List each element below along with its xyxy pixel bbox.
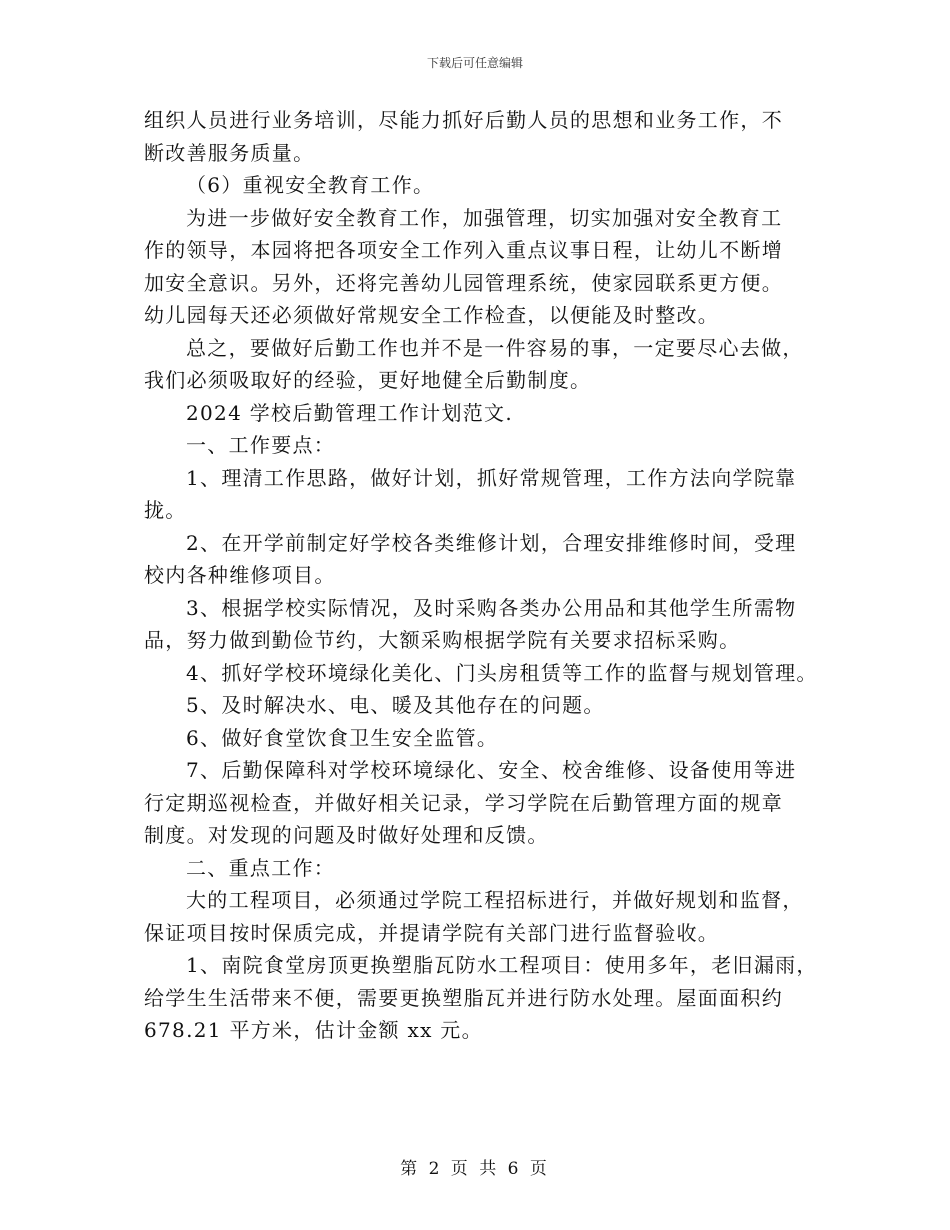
page-header: 下载后可任意编辑 (426, 56, 523, 70)
text-line: 我们必须吸取好的经验，更好地健全后勤制度。 (144, 368, 592, 392)
text-line: 总之，要做好后勤工作也并不是一件容易的事，一定要尽心去做， (186, 335, 804, 360)
text-line: 校内各种维修项目。 (144, 563, 336, 587)
text-line: 给学生生活带来不便，需要更换塑脂瓦并进行防水处理。屋面面积约 (144, 985, 783, 1010)
document-body (144, 104, 824, 1047)
text-line: 2024 学校后勤管理工作计划范文. (186, 400, 514, 425)
text-line: 4、抓好学校环境绿化美化、门头房租赁等工作的监督与规划管理。 (186, 660, 818, 685)
text-line: 一、工作要点： (186, 433, 336, 457)
text-line: 保证项目按时保质完成，并提请学院有关部门进行监督验收。 (144, 920, 720, 945)
text-line: 为进一步做好安全教育工作，加强管理，切实加强对安全教育工 (186, 205, 783, 230)
text-line: 二、重点工作： (186, 855, 336, 880)
text-line: 大的工程项目，必须通过学院工程招标进行，并做好规划和监督， (186, 888, 804, 912)
text-line: 作的领导，本园将把各项安全工作列入重点议事日程，让幼儿不断增 (144, 238, 783, 262)
text-line: 1、理清工作思路，做好计划，抓好常规管理，工作方法向学院靠 (186, 465, 797, 490)
text-line: 678.21 平方米，估计金额 xx 元。 (144, 1018, 483, 1042)
text-line: 加安全意识。另外，还将完善幼儿园管理系统，使家园联系更方便。 (144, 270, 783, 295)
text-line: 2、在开学前制定好学校各类维修计划，合理安排维修时间，受理 (186, 530, 797, 555)
text-line: 6、做好食堂饮食卫生安全监管。 (186, 725, 499, 750)
text-line: 组织人员进行业务培训，尽能力抓好后勤人员的思想和业务工作，不 (144, 108, 783, 132)
text-line: 1、南院食堂房顶更换塑脂瓦防水工程项目：使用多年，老旧漏雨， (186, 953, 818, 977)
text-line: 断改善服务质量。 (144, 140, 315, 165)
text-line: 品，努力做到勤俭节约，大额采购根据学院有关要求招标采购。 (144, 628, 741, 652)
text-line: （6）重视安全教育工作。 (186, 173, 435, 197)
text-line: 5、及时解决水、电、暖及其他存在的问题。 (186, 693, 605, 717)
page-footer: 第 2 页 共 6 页 (400, 1159, 550, 1179)
text-line: 行定期巡视检查，并做好相关记录，学习学院在后勤管理方面的规章 (144, 790, 783, 815)
text-line: 7、后勤保障科对学校环境绿化、安全、校舍维修、设备使用等进 (186, 758, 797, 782)
text-line: 拢。 (144, 498, 187, 522)
text-line: 制度。对发现的问题及时做好处理和反馈。 (144, 823, 549, 847)
text-line: 3、根据学校实际情况，及时采购各类办公用品和其他学生所需物 (186, 595, 797, 620)
text-line: 幼儿园每天还必须做好常规安全工作检查，以便能及时整改。 (144, 303, 720, 327)
